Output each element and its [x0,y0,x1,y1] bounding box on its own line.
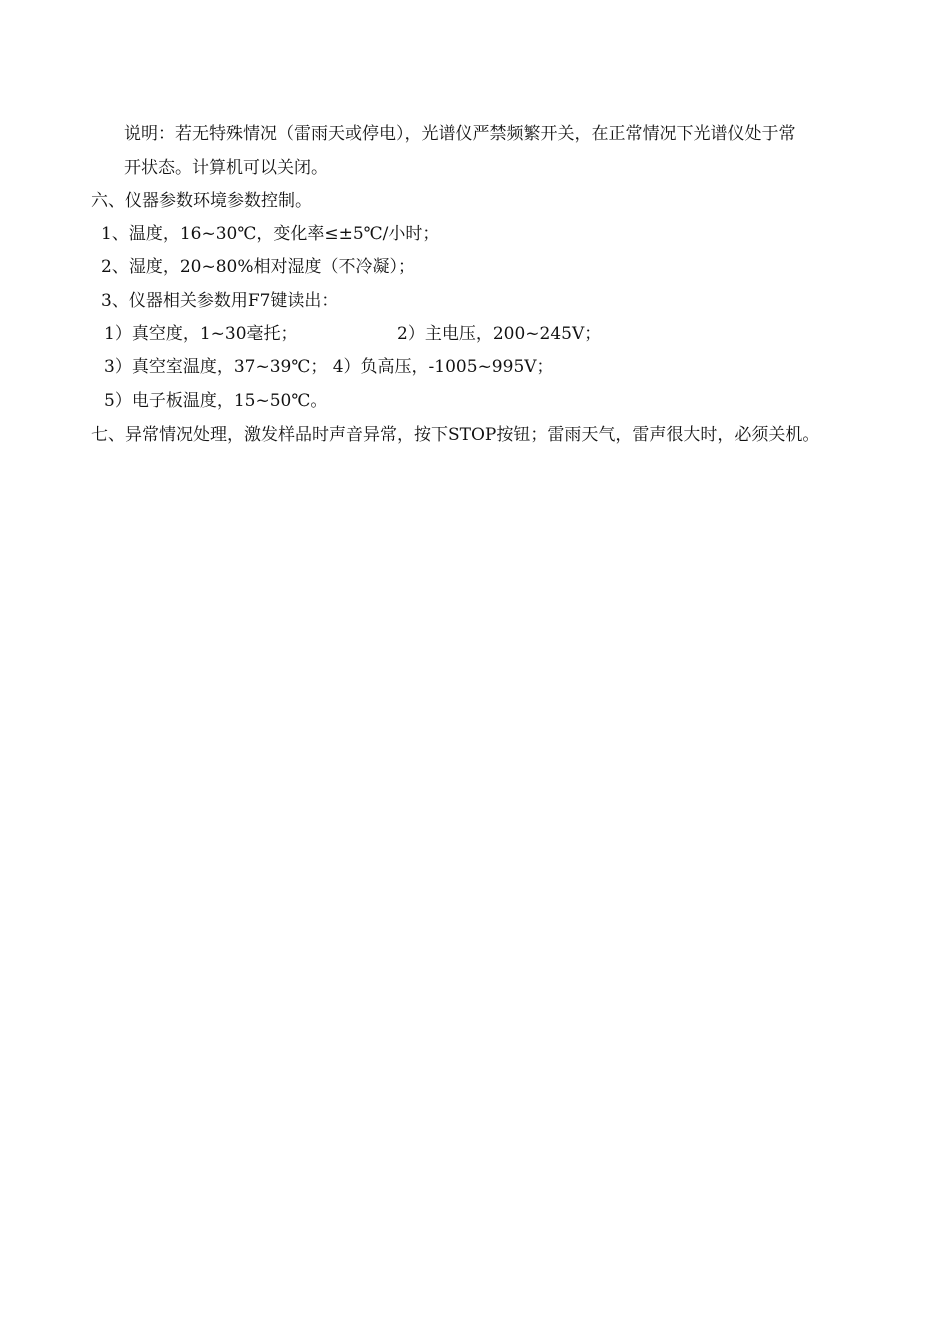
sub-item-main-voltage: 2）主电压，200~245V； [397,324,602,344]
note-line-2: 开状态。计算机可以关闭。 [124,158,328,178]
sub-item-vacuum: 1）真空度，1~30毫托； [104,324,298,344]
section-7-title: 七、异常情况处理，激发样品时声音异常，按下STOP按钮；雷雨天气，雷声很大时，必须关机。 [91,425,820,445]
note-line-1: 说明：若无特殊情况（雷雨天或停电），光谱仪严禁频繁开关，在正常情况下光谱仪处于常 [124,124,796,144]
item-temperature: 1、温度，16~30℃，变化率≤±5℃/小时； [101,224,440,244]
item-parameters: 3、仪器相关参数用F7键读出： [101,291,339,311]
item-humidity: 2、湿度，20~80%相对湿度（不冷凝）； [101,257,415,277]
sub-item-electronic-board-temperature: 5）电子板温度，15~50℃。 [104,391,328,411]
section-6-title: 六、仪器参数环境参数控制。 [91,191,312,211]
sub-item-temperature-high-voltage: 3）真空室温度，37~39℃； 4）负高压，-1005~995V； [104,357,554,377]
